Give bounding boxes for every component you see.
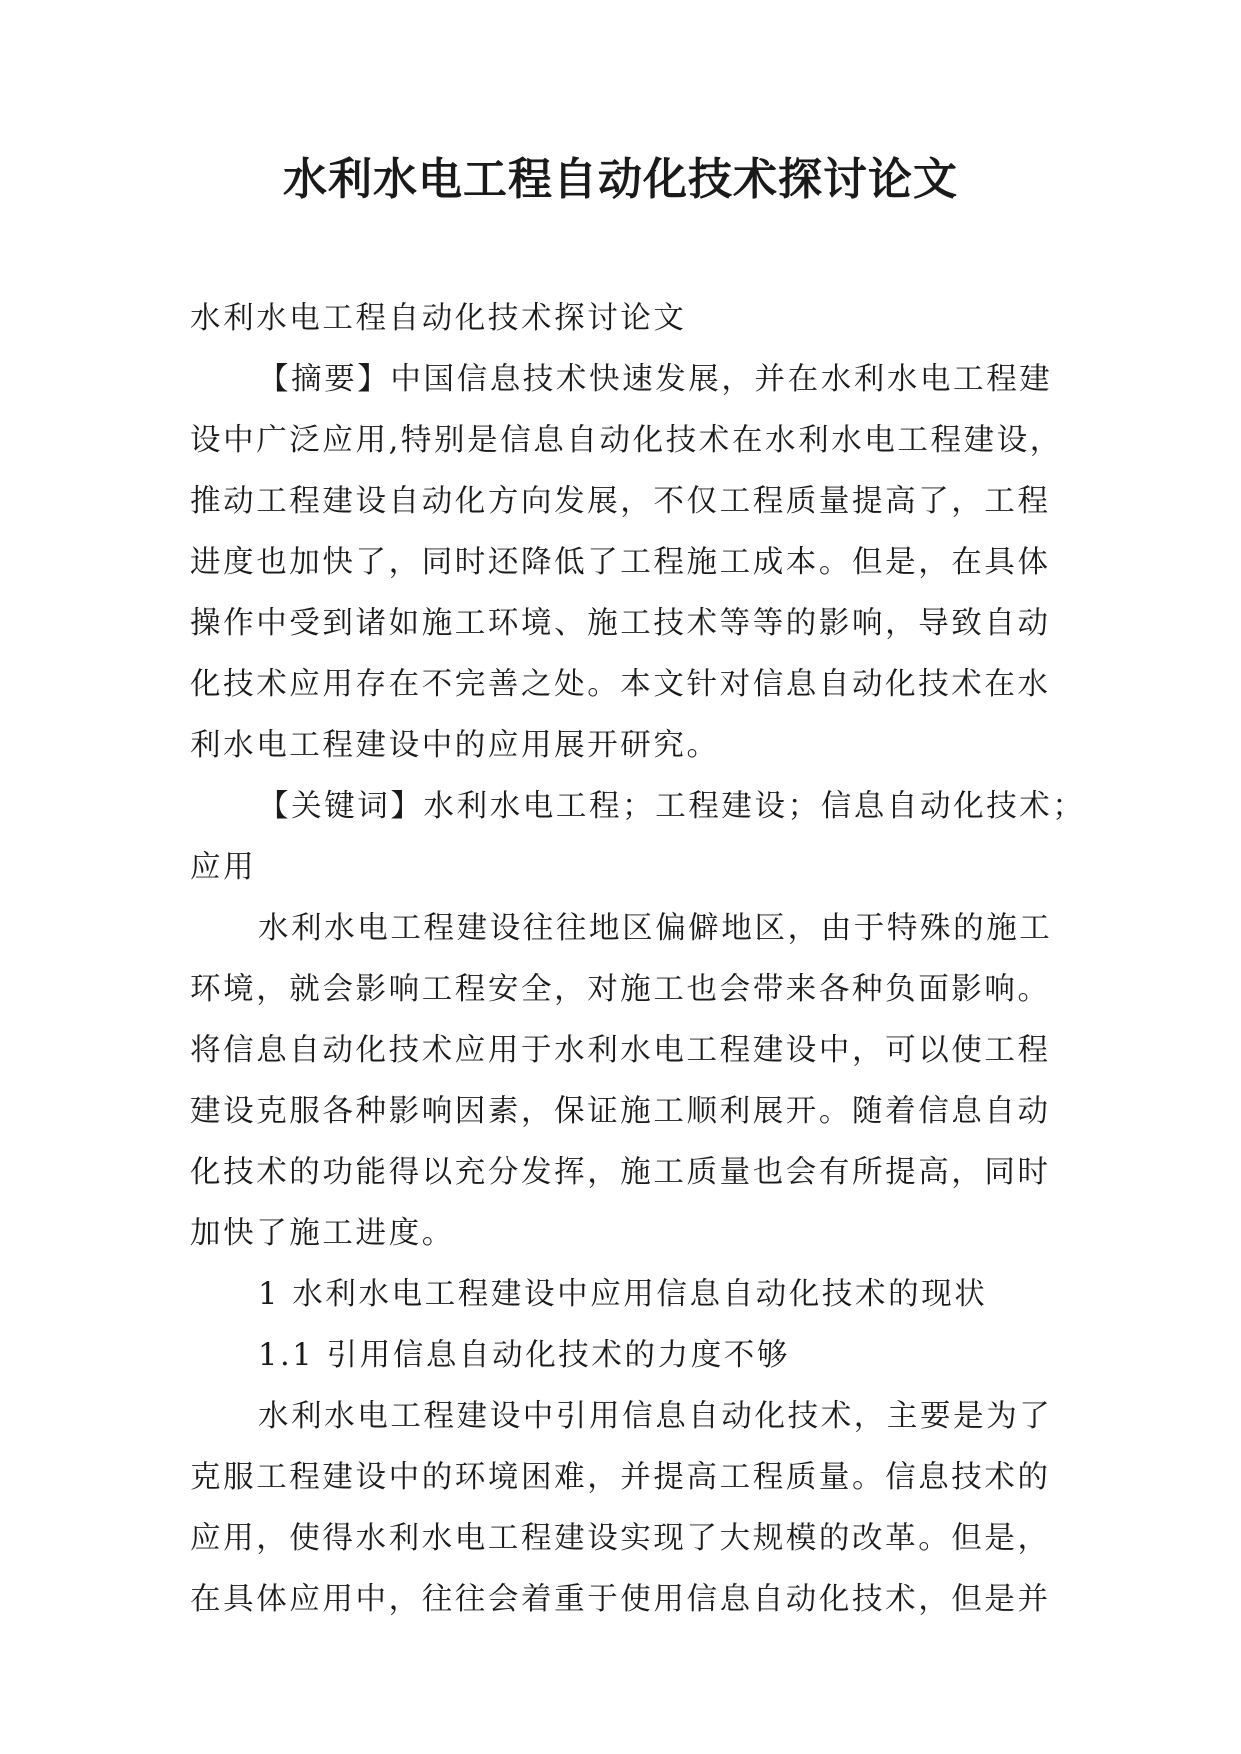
section-1-heading: 1 水利水电工程建设中应用信息自动化技术的现状: [258, 1277, 988, 1312]
document-body: [190, 288, 1086, 1630]
keywords-paragraph: 【关键词】水利水电工程；工程建设；信息自动化技术； 应用: [190, 789, 1086, 885]
intro-paragraph: 水利水电工程建设往往地区偏僻地区，由于特殊的施工 环境，就会影响工程安全，对施工也会带来各种负面影响。 将信息自动化技术应用于水利水电工程建设中，可以使工程 建设克服各种影响因素，保证施工顺利展开。随着信息自动 化技术的功能得以充分发挥，施工质量也会有所提高，同时 加快了施工进度。: [190, 911, 1053, 1251]
document-subtitle: 水利水电工程自动化技术探讨论文: [190, 301, 687, 336]
section-1-1-heading: 1.1 引用信息自动化技术的力度不够: [258, 1338, 790, 1373]
section-1-1-paragraph: 水利水电工程建设中引用信息自动化技术，主要是为了 克服工程建设中的环境困难，并提高工程质量。信息技术的 应用，使得水利水电工程建设实现了大规模的改革。但是， 在具体应用中，往往会着重于使用信息自动化技术，但是并: [190, 1399, 1053, 1617]
abstract-paragraph: 【摘要】中国信息技术快速发展，并在水利水电工程建 设中广泛应用,特别是信息自动化技术在水利水电工程建设， 推动工程建设自动化方向发展，不仅工程质量提高了，工程 进度也加快了，同时还降低了工程施工成本。但是，在具体 操作中受到诸如施工环境、施工技术等等的影响，导致自动 化技术应用存在不完善之处。本文针对信息自动化技术在水 利水电工程建设中的应用展开研究。: [190, 362, 1063, 763]
document-title: 水利水电工程自动化技术探讨论文: [283, 154, 958, 205]
